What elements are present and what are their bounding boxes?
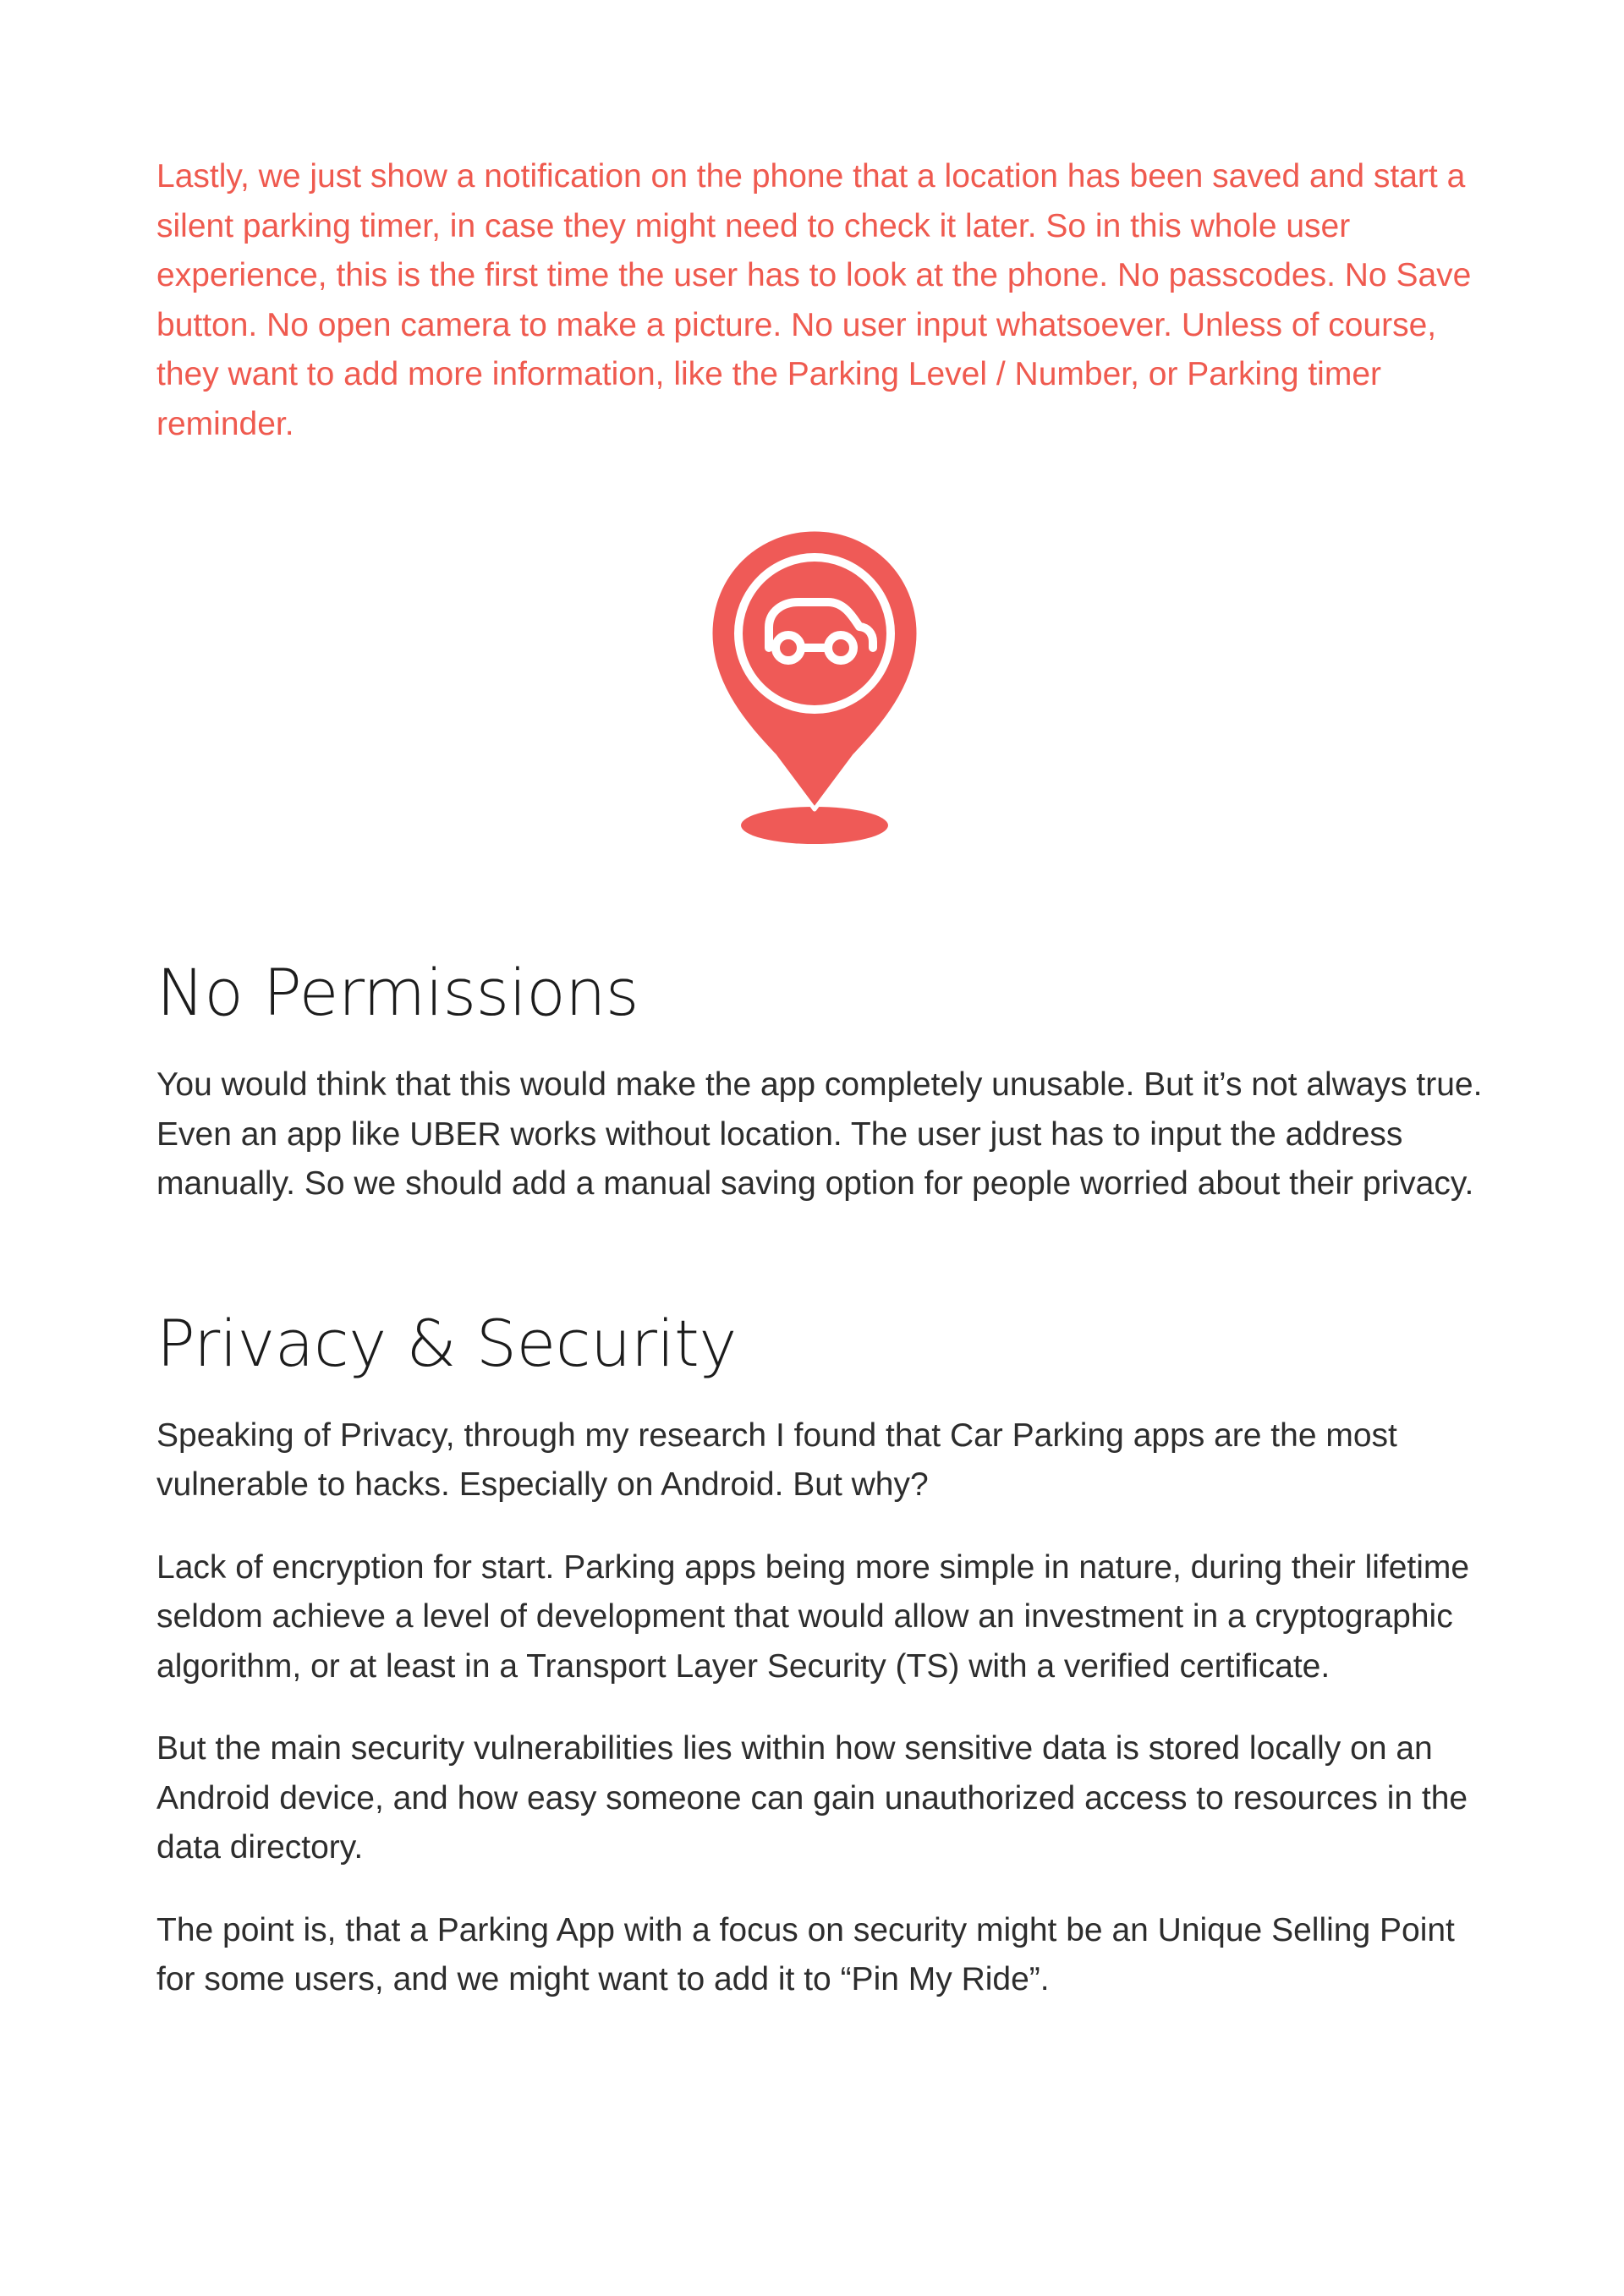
privacy-paragraph-4: The point is, that a Parking App with a focus on security might be an Unique Selling Point for some users, and we might want to add it to “Pin My Ride”. xyxy=(156,1911,1455,1997)
article-content xyxy=(156,152,1493,2005)
privacy-paragraph-2: Lack of encryption for start. Parking apps being more simple in nature, during their lifetime seldom achieve a level of development that would allow an investment in a cryptographic algorithm, or at least in a Transport Layer Security (TS) with a verified certificate. xyxy=(156,1548,1470,1685)
section-heading-no-permissions: No Permissions xyxy=(156,955,639,1030)
no-permissions-paragraph: You would think that this would make the app completely unusable. But it’s not always true. Even an app like UBER works without location. The user just has to input the address manually. So we should add a manual saving option for people worried about their privacy. xyxy=(156,1066,1483,1202)
section-heading-privacy-security: Privacy & Security xyxy=(156,1305,737,1381)
map-pin-car-icon xyxy=(707,528,929,847)
privacy-paragraph-3: But the main security vulnerabilities lies within how sensitive data is stored locally on an Android device, and how easy someone can gain unauthorized access to resources in the data directory. xyxy=(156,1730,1468,1866)
intro-paragraph: Lastly, we just show a notification on the phone that a location has been saved and start a silent parking timer, in case they might need to check it later. So in this whole user experience, this is the first time the user has to look at the phone. No passcodes. No Save button. No open camera to make a picture. No user input whatsoever. Unless of course, they want to add more information, like the Parking Level / Number, or Parking timer reminder. xyxy=(156,158,1472,442)
illustration xyxy=(156,528,1493,847)
privacy-paragraph-1: Speaking of Privacy, through my research I found that Car Parking apps are the most vulnerable to hacks. Especially on Android. But why? xyxy=(156,1417,1397,1503)
